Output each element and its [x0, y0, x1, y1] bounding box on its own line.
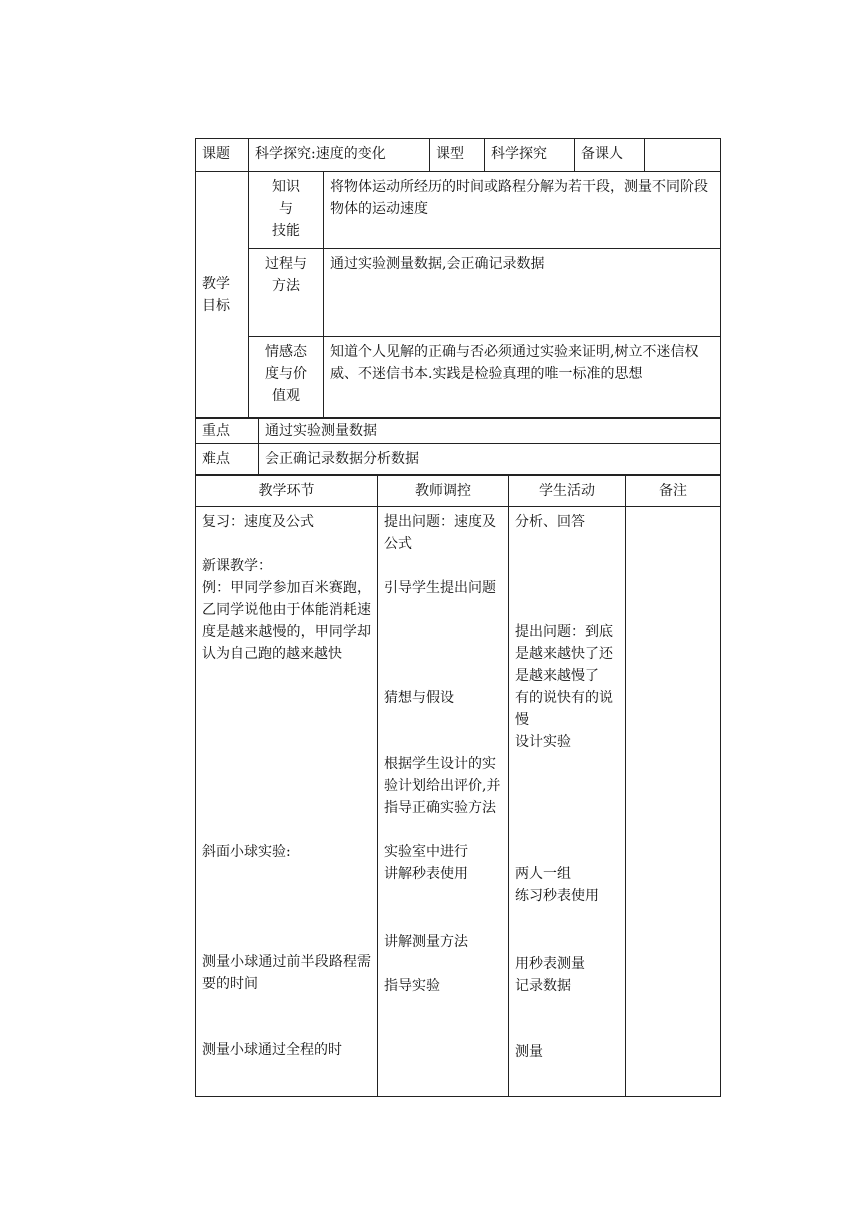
focus-table: [195, 418, 721, 475]
stage-experiment: 斜面小球实验:: [202, 844, 291, 860]
student-s1: 分析、回答: [515, 514, 585, 530]
teacher-q6: 讲解测量方法: [384, 934, 468, 950]
student-s4: 设计实验: [515, 734, 571, 750]
student-s5b: 练习秒表使用: [515, 888, 599, 904]
emotion-label-1: 情感态: [265, 344, 307, 360]
col-student-header: 学生活动: [509, 476, 626, 507]
knowledge-label-1: 知识: [272, 179, 300, 195]
knowledge-label-3: 技能: [272, 223, 300, 239]
teacher-q5b: 讲解秒表使用: [384, 866, 468, 882]
process-text: 通过实验测量数据,会正确记录数据: [324, 249, 721, 337]
stage-example: 例：甲同学参加百米赛跑，乙同学说他由于体能消耗速度是越来越慢的，甲同学却认为自己跑的越来越快: [202, 580, 371, 662]
emotion-text: 知道个人见解的正确与否必须通过实验来证明,树立不迷信权威、不迷信书本.实践是检验真理的唯一标准的思想: [324, 337, 721, 418]
process-label-1: 过程与: [265, 256, 307, 272]
student-s5a: 两人一组: [515, 866, 571, 882]
teacher-q2: 引导学生提出问题: [384, 580, 496, 596]
col-stage-header: 教学环节: [196, 476, 378, 507]
preparer-value: [645, 139, 721, 172]
teacher-q7: 指导实验: [384, 978, 440, 994]
student-cell: [509, 507, 626, 1097]
objectives-label-line2: 目标: [202, 297, 230, 314]
stage-new-lesson: 新课教学：: [202, 558, 272, 574]
stage-measure-half: 测量小球通过前半段路程需要的时间: [202, 954, 371, 992]
col-notes-header: 备注: [626, 476, 721, 507]
knowledge-text: 将物体运动所经历的时间或路程分解为若干段，测量不同阶段物体的运动速度: [324, 172, 721, 249]
lesson-header-table: [195, 138, 721, 418]
emotion-label: [249, 337, 324, 418]
knowledge-label: [249, 172, 324, 249]
focus-text: 通过实验测量数据: [259, 419, 721, 444]
emotion-label-2: 度与价: [265, 366, 307, 382]
stage-review: 复习：速度及公式: [202, 514, 314, 530]
objectives-label: [196, 172, 249, 418]
process-label-2: 方法: [272, 278, 300, 294]
topic-label: 课题: [196, 139, 249, 172]
teaching-process-table: [195, 475, 721, 1097]
emotion-label-3: 值观: [272, 388, 300, 404]
student-s6a: 用秒表测量: [515, 956, 585, 972]
focus-label: 重点: [196, 419, 259, 444]
preparer-label: 备课人: [575, 139, 645, 172]
student-s6b: 记录数据: [515, 978, 571, 994]
type-value: 科学探究: [485, 139, 575, 172]
topic-value: 科学探究:速度的变化: [249, 139, 430, 172]
teacher-q5a: 实验室中进行: [384, 844, 468, 860]
student-s3: 有的说快有的说慢: [515, 690, 613, 728]
student-s7: 测量: [515, 1044, 543, 1060]
col-teacher-header: 教师调控: [378, 476, 509, 507]
student-s2: 提出问题：到底是越来越快了还是越来越慢了: [515, 624, 613, 684]
teacher-q4: 根据学生设计的实验计划给出评价,并指导正确实验方法: [384, 756, 501, 816]
difficulty-text: 会正确记录数据分析数据: [259, 444, 721, 475]
difficulty-label: 难点: [196, 444, 259, 475]
process-label: [249, 249, 324, 337]
notes-cell: [626, 507, 721, 1097]
stage-cell: [196, 507, 378, 1097]
knowledge-label-2: 与: [279, 201, 293, 217]
type-label: 课型: [430, 139, 485, 172]
teacher-q1: 提出问题：速度及公式: [384, 514, 496, 552]
teacher-cell: [378, 507, 509, 1097]
objectives-label-line1: 教学: [202, 275, 230, 292]
teacher-q3: 猜想与假设: [384, 690, 454, 706]
stage-measure-full: 测量小球通过全程的时: [202, 1042, 342, 1058]
